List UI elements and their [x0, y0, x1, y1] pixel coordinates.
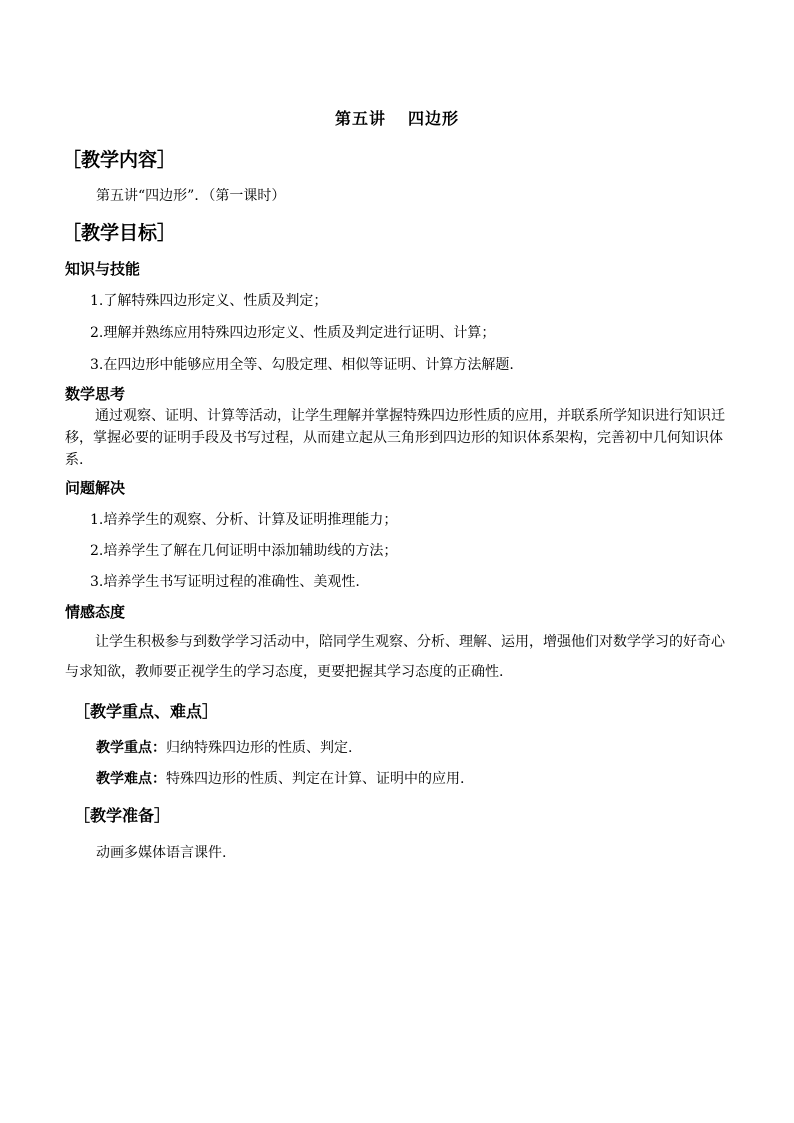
attitude-heading: 情感态度: [65, 603, 126, 621]
problem-solving-item: 3.培养学生书写证明过程的准确性、美观性.: [90, 574, 360, 590]
problem-solving-heading: 问题解决: [65, 479, 126, 497]
knowledge-heading: 知识与技能: [65, 260, 141, 278]
key-point-text: 归纳特殊四边形的性质、判定.: [166, 740, 353, 756]
lecture-topic: 四边形: [408, 109, 460, 128]
difficult-point-line: [96, 768, 464, 788]
lecture-number: 第五讲: [334, 109, 386, 128]
preparation-text: 动画多媒体语言课件.: [96, 845, 227, 861]
key-point-line: [96, 737, 352, 757]
document-title: [0, 106, 794, 129]
thinking-heading: 数学思考: [65, 385, 126, 403]
problem-solving-item: 1.培养学生的观察、分析、计算及证明推理能力；: [90, 512, 398, 528]
content-heading: ［教学内容］: [62, 149, 177, 171]
problem-solving-item: 2.培养学生了解在几何证明中添加辅助线的方法；: [90, 543, 398, 559]
knowledge-item: 3.在四边形中能够应用全等、勾股定理、相似等证明、计算方法解题.: [90, 357, 514, 373]
key-point-label: 教学重点：: [96, 740, 166, 756]
goals-heading: ［教学目标］: [62, 222, 177, 244]
difficult-point-text: 特殊四边形的性质、判定在计算、证明中的应用.: [166, 771, 465, 787]
knowledge-item: 2.理解并熟练应用特殊四边形定义、性质及判定进行证明、计算；: [90, 325, 496, 341]
thinking-paragraph: 通过观察、证明、计算等活动，让学生理解并掌握特殊四边形性质的应用，并联系所学知识进行知识迁移，掌握必要的证明手段及书写过程，从而建立起从三角形到四边形的知识体系架构，完善初中几何知识体系.: [65, 408, 725, 468]
preparation-heading: ［教学准备］: [74, 806, 171, 825]
attitude-paragraph: 让学生积极参与到数学学习活动中，陪同学生观察、分析、理解、运用，增强他们对数学学习的好奇心与求知欲，教师要正视学生的学习态度，更要把握其学习态度的正确性.: [65, 634, 725, 680]
difficult-point-label: 教学难点：: [96, 771, 166, 787]
knowledge-item: 1.了解特殊四边形定义、性质及判定；: [90, 293, 328, 309]
key-points-heading: ［教学重点、难点］: [74, 702, 219, 721]
content-text: 第五讲“四边形”．（第一课时）: [96, 188, 286, 204]
